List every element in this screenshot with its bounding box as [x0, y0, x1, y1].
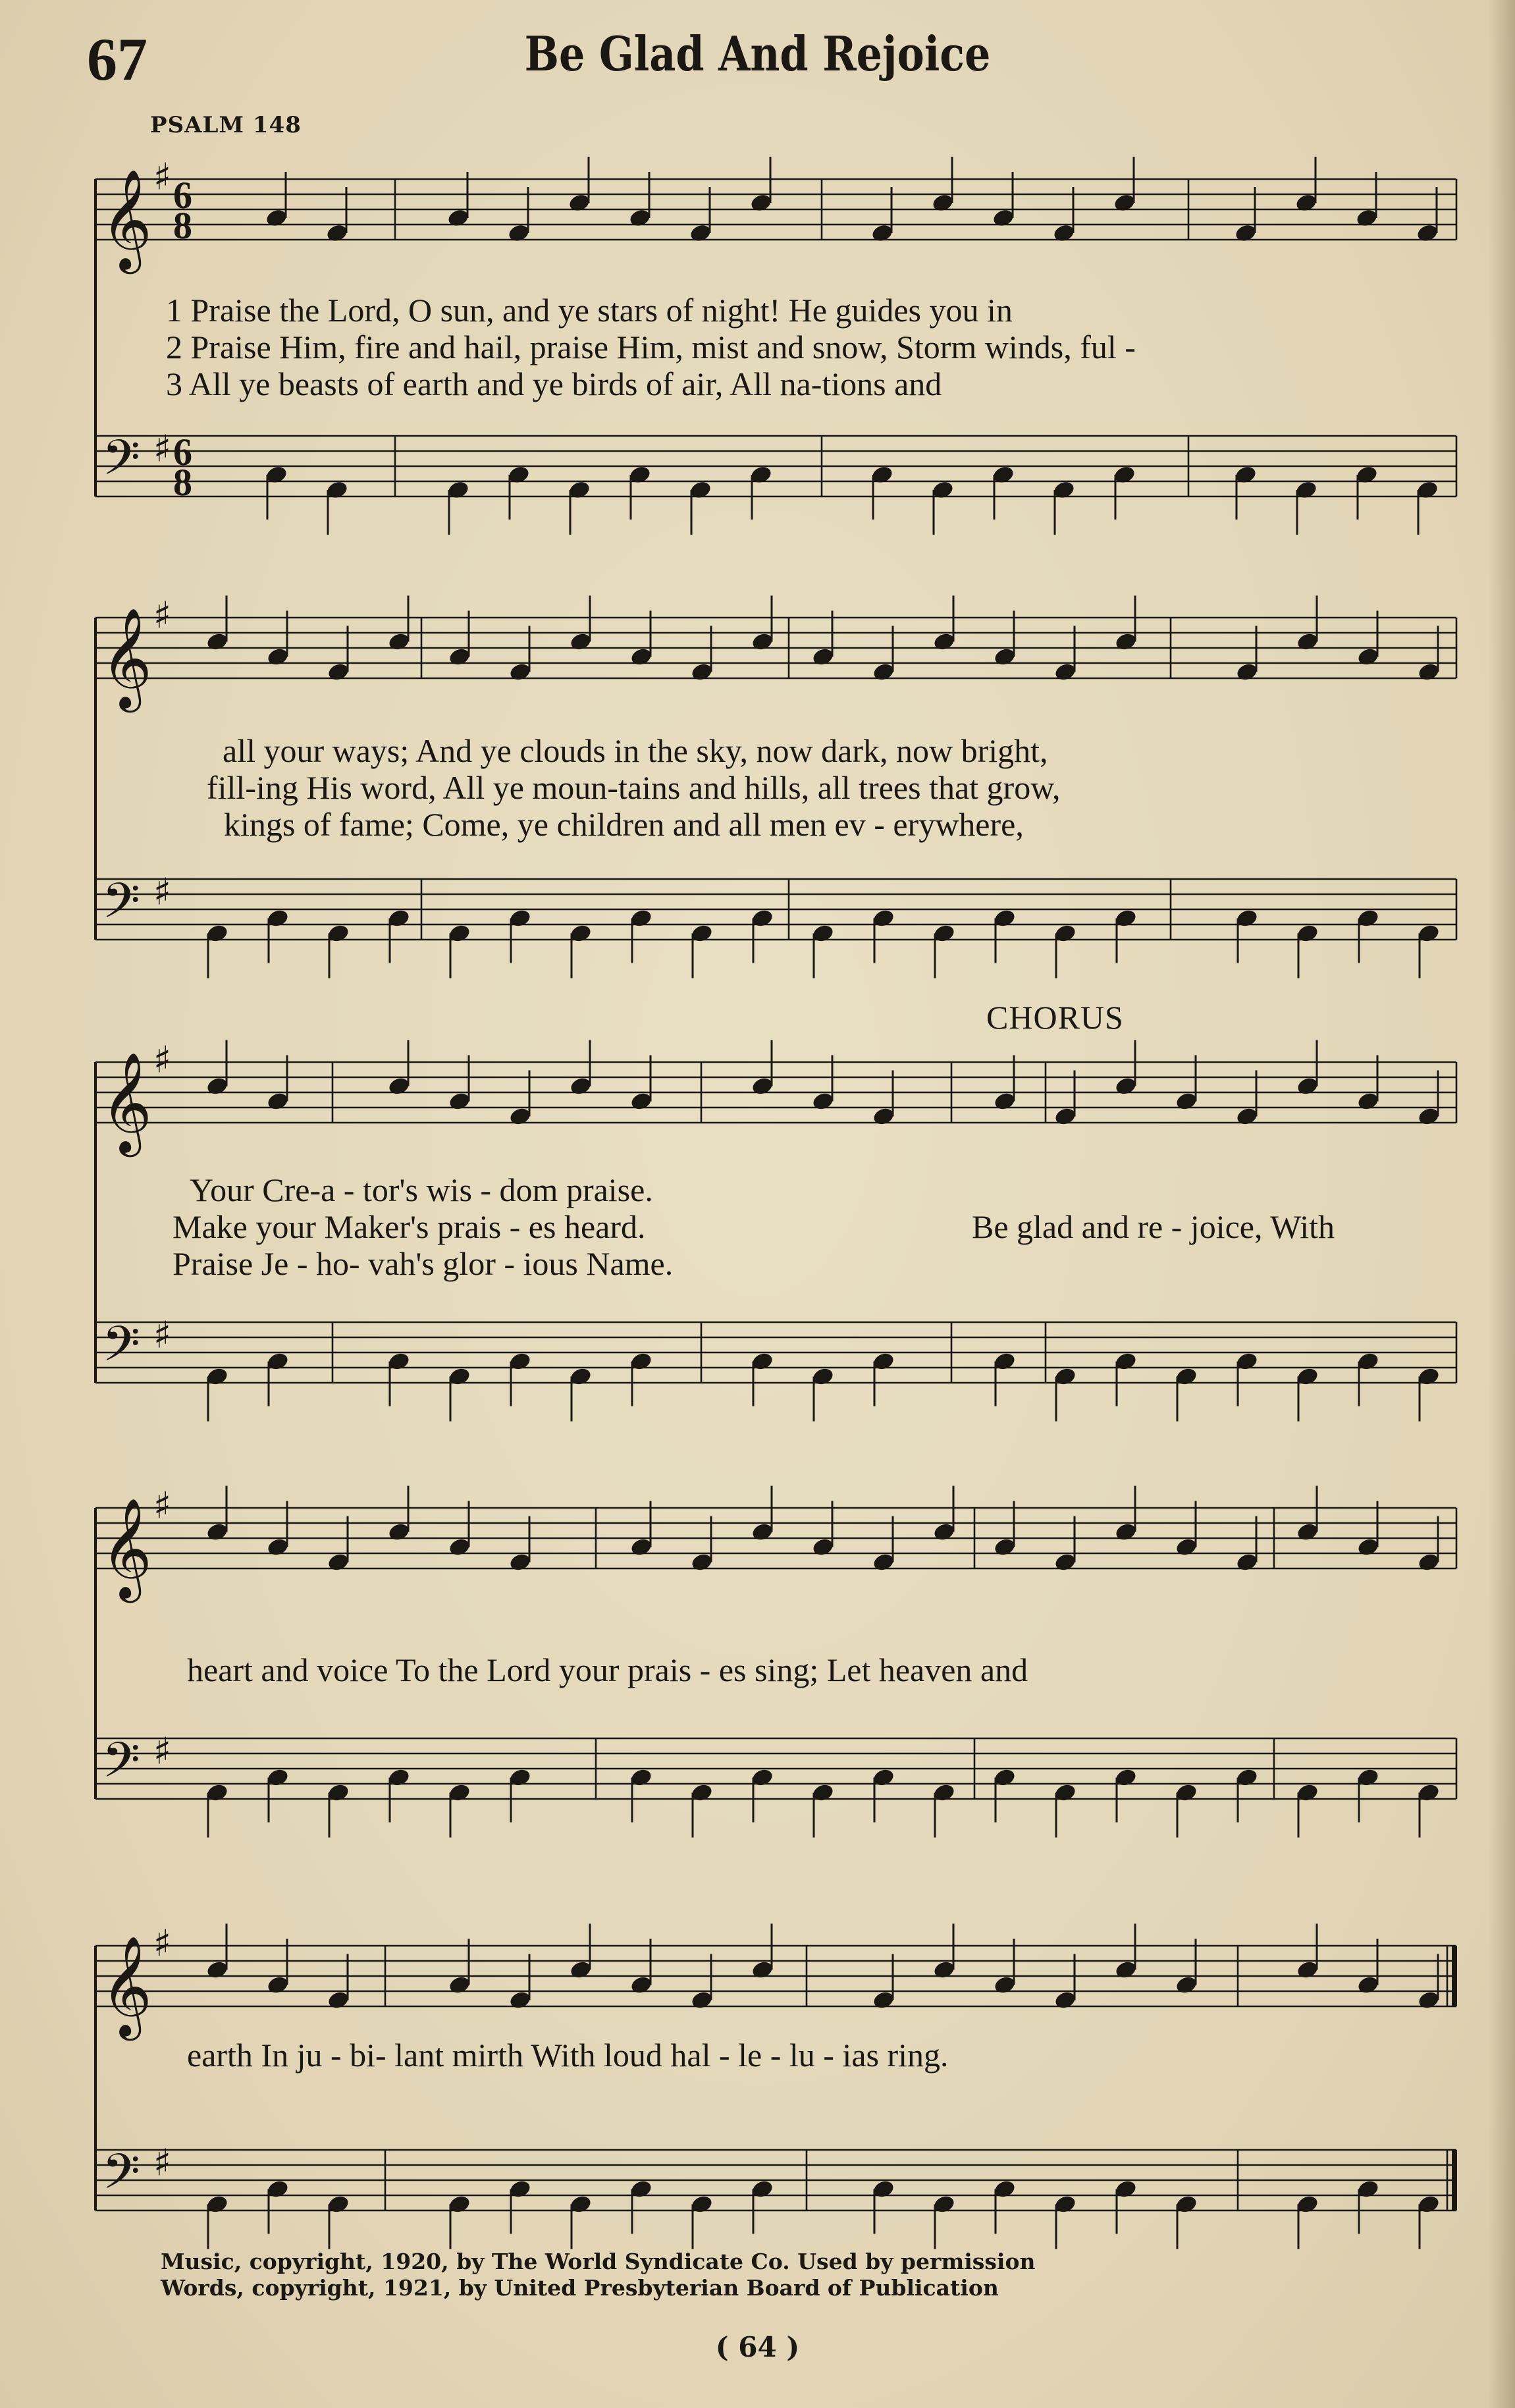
sharp-icon: ♯ — [153, 2141, 172, 2185]
sharp-icon: ♯ — [153, 1038, 172, 1082]
bass-clef-icon: 𝄢 — [102, 429, 140, 498]
page-number: ( 64 ) — [715, 2331, 800, 2363]
treble-clef-icon: 𝄞 — [101, 1052, 153, 1153]
lyric-verse-3-line-2: kings of fame; Come, ye children and all men ev - erywhere, — [224, 806, 1024, 843]
sharp-icon: ♯ — [153, 1484, 172, 1528]
bass-clef-icon: 𝄢 — [102, 1732, 140, 1801]
lyric-chorus-line-3: earth In ju - bi- lant mirth With loud hal - le - lu - ias ring. — [187, 2037, 949, 2074]
lyric-verse-2-line-1: 2 Praise Him, fire and hail, praise Him, mist and snow, Storm winds, ful - — [166, 329, 1136, 365]
lyric-chorus-line-2: heart and voice To the Lord your prais - es sing; Let heaven and — [187, 1651, 1028, 1688]
treble-time-signature-bottom: 8 — [173, 204, 192, 247]
bass-clef-icon: 𝄢 — [102, 1316, 140, 1385]
hymn-number: 67 — [87, 26, 147, 93]
copyright-music: Music, copyright, 1920, by The World Syndicate Co. Used by permission — [161, 2249, 1036, 2274]
treble-clef-icon: 𝄞 — [101, 607, 153, 709]
treble-clef-icon: 𝄞 — [101, 1497, 153, 1599]
treble-clef-icon: 𝄞 — [101, 169, 153, 270]
bass-clef-icon: 𝄢 — [102, 2143, 140, 2212]
copyright-words: Words, copyright, 1921, by United Presbyterian Board of Publication — [161, 2275, 999, 2301]
sharp-icon: ♯ — [153, 1922, 172, 1966]
lyric-verse-1-line-1: 1 Praise the Lord, O sun, and ye stars of night! He guides you in — [166, 292, 1013, 329]
psalm-reference: PSALM 148 — [150, 112, 302, 138]
lyric-verse-3-line-1: 3 All ye beasts of earth and ye birds of air, All na-tions and — [166, 365, 942, 402]
lyric-verse-1-line-2: all your ways; And ye clouds in the sky, now dark, now bright, — [223, 732, 1048, 769]
sharp-icon: ♯ — [153, 1730, 172, 1773]
lyric-verse-2-line-3: Make your Maker's prais - es heard. — [173, 1208, 646, 1245]
bass-clef-icon: 𝄢 — [102, 872, 140, 942]
treble-clef-icon: 𝄞 — [101, 1935, 153, 2037]
sharp-icon: ♯ — [153, 1314, 172, 1357]
chorus-label: CHORUS — [986, 999, 1124, 1036]
sharp-icon: ♯ — [153, 427, 172, 471]
sharp-icon: ♯ — [153, 870, 172, 914]
hymn-title: Be Glad And Rejoice — [524, 26, 991, 82]
bass-time-signature-top: 6 — [173, 431, 192, 473]
bass-time-signature-bottom: 8 — [173, 461, 192, 504]
treble-time-signature-top: 6 — [173, 174, 192, 217]
sharp-icon: ♯ — [153, 594, 172, 637]
sharp-icon: ♯ — [153, 155, 172, 199]
lyric-chorus-line-1: Be glad and re - joice, With — [972, 1208, 1335, 1245]
lyric-verse-2-line-2: fill-ing His word, All ye moun-tains and hills, all trees that grow, — [207, 769, 1061, 806]
lyric-verse-1-line-3: Your Cre-a - tor's wis - dom praise. — [190, 1171, 653, 1208]
lyric-verse-3-line-3: Praise Je - ho- vah's glor - ious Name. — [173, 1245, 674, 1282]
